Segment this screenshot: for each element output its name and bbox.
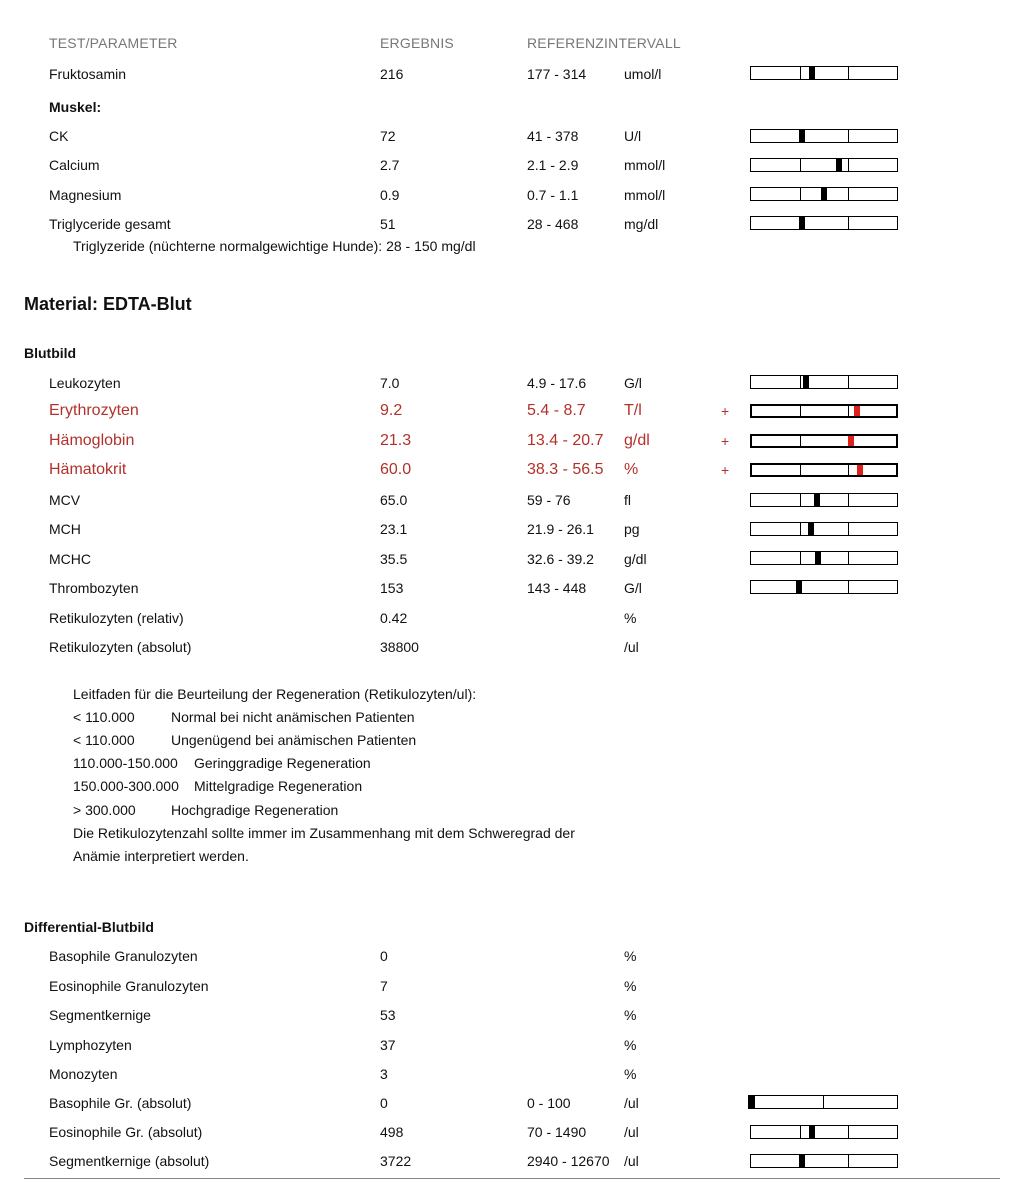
range-bar — [750, 1125, 898, 1139]
range-bar-divider — [848, 67, 849, 79]
range-bar — [750, 129, 898, 143]
parameter-name: Triglyceride gesamt — [49, 216, 171, 232]
range-bar-divider — [800, 523, 801, 535]
range-bar — [750, 522, 898, 536]
result-row-flagged — [0, 429, 1024, 453]
regeneration-threshold: > 300.000 — [73, 802, 136, 818]
range-bar-marker — [814, 494, 820, 506]
range-bar-marker — [809, 1126, 815, 1138]
range-bar — [750, 434, 898, 448]
result-value: 498 — [380, 1124, 404, 1140]
unit: umol/l — [624, 66, 662, 82]
parameter-name: Thrombozyten — [49, 580, 139, 596]
result-row — [0, 974, 1024, 998]
result-row — [0, 183, 1024, 207]
unit: % — [624, 610, 637, 626]
reference-range: 70 - 1490 — [527, 1124, 587, 1140]
reference-range: 2.1 - 2.9 — [527, 157, 579, 173]
range-bar-marker — [808, 523, 814, 535]
unit: mmol/l — [624, 157, 666, 173]
regeneration-closing: Anämie interpretiert werden. — [73, 848, 249, 864]
result-row — [0, 547, 1024, 571]
range-bar-marker — [821, 188, 827, 200]
range-bar-divider — [800, 436, 801, 446]
range-bar — [750, 187, 898, 201]
parameter-name: Retikulozyten (absolut) — [49, 639, 192, 655]
range-bar-marker — [815, 552, 821, 564]
regeneration-threshold: < 110.000 — [73, 709, 135, 725]
range-bar-divider — [800, 494, 801, 506]
column-header-result: ERGEBNIS — [380, 35, 454, 51]
high-flag: + — [721, 433, 730, 449]
parameter-name: Magnesium — [49, 187, 122, 203]
range-bar — [750, 580, 898, 594]
range-bar-divider — [800, 376, 801, 388]
column-header-test: TEST/PARAMETER — [49, 35, 178, 51]
reference-range: 5.4 - 8.7 — [527, 402, 586, 419]
parameter-name: Calcium — [49, 157, 100, 173]
range-bar-marker — [809, 67, 815, 79]
column-header-reference: REFERENZINTERVALL — [527, 35, 681, 51]
reference-range: 41 - 378 — [527, 128, 579, 144]
result-value: 0.42 — [380, 610, 408, 626]
reference-range: 21.9 - 26.1 — [527, 521, 594, 537]
result-value: 7 — [380, 978, 388, 994]
range-bar-divider — [800, 67, 801, 79]
parameter-name: Lymphozyten — [49, 1037, 132, 1053]
parameter-name: Eosinophile Gr. (absolut) — [49, 1124, 203, 1140]
result-row — [0, 212, 1024, 236]
result-row — [0, 944, 1024, 968]
range-bar-divider — [800, 406, 801, 416]
regeneration-text: Hochgradige Regeneration — [171, 802, 339, 818]
range-bar-divider — [800, 552, 801, 564]
range-bar-divider — [848, 159, 849, 171]
range-bar — [750, 551, 898, 565]
unit: /ul — [624, 1153, 639, 1169]
unit: % — [624, 1066, 637, 1082]
result-row — [0, 488, 1024, 512]
unit: % — [624, 978, 637, 994]
blutbild-title: Blutbild — [24, 345, 77, 361]
reference-range: 4.9 - 17.6 — [527, 375, 587, 391]
result-row — [0, 1091, 1024, 1115]
range-bar — [750, 493, 898, 507]
result-row — [0, 1062, 1024, 1086]
unit: % — [624, 948, 637, 964]
range-bar — [750, 66, 898, 80]
result-value: 216 — [380, 66, 404, 82]
result-value: 3 — [380, 1066, 388, 1082]
reference-range: 177 - 314 — [527, 66, 587, 82]
regeneration-intro: Leitfaden für die Beurteilung der Regeneration (Retikulozyten/ul): — [73, 686, 477, 702]
result-row-flagged — [0, 399, 1024, 423]
range-bar — [750, 158, 898, 172]
parameter-name: Eosinophile Granulozyten — [49, 978, 209, 994]
parameter-name: MCH — [49, 521, 81, 537]
range-bar-divider — [848, 1126, 849, 1138]
range-bar-divider — [800, 465, 801, 475]
range-bar-marker — [799, 130, 805, 142]
parameter-name: Leukozyten — [49, 375, 121, 391]
reference-range: 0 - 100 — [527, 1095, 571, 1111]
range-bar-divider — [848, 188, 849, 200]
regeneration-text: Geringgradige Regeneration — [194, 755, 371, 771]
reference-range: 0.7 - 1.1 — [527, 187, 579, 203]
range-bar-divider — [848, 523, 849, 535]
range-bar-marker — [857, 465, 863, 475]
regeneration-closing: Die Retikulozytenzahl sollte immer im Zusammenhang mit dem Schweregrad der — [73, 825, 575, 841]
result-row — [0, 606, 1024, 630]
result-value: 37 — [380, 1037, 396, 1053]
result-row-flagged — [0, 458, 1024, 482]
parameter-name: Fruktosamin — [49, 66, 127, 82]
reference-range: 13.4 - 20.7 — [527, 432, 604, 449]
result-value: 65.0 — [380, 492, 408, 508]
range-bar — [750, 216, 898, 230]
parameter-name: Segmentkernige — [49, 1007, 151, 1023]
reference-range: 32.6 - 39.2 — [527, 551, 594, 567]
reference-range: 143 - 448 — [527, 580, 587, 596]
result-value: 60.0 — [380, 461, 412, 478]
result-value: 3722 — [380, 1153, 412, 1169]
range-bar-divider — [823, 1096, 824, 1108]
reference-range: 38.3 - 56.5 — [527, 461, 604, 478]
unit: /ul — [624, 1124, 639, 1140]
group-label-muskel: Muskel: — [49, 99, 102, 115]
range-bar — [750, 463, 898, 477]
result-value: 9.2 — [380, 402, 403, 419]
result-row — [0, 1003, 1024, 1027]
range-bar-marker — [848, 436, 854, 446]
range-bar-divider — [848, 406, 849, 416]
parameter-name: MCHC — [49, 551, 91, 567]
range-bar-divider — [800, 188, 801, 200]
range-bar-divider — [848, 217, 849, 229]
regeneration-text: Mittelgradige Regeneration — [194, 778, 363, 794]
footer-rule — [24, 1178, 1000, 1179]
regeneration-threshold: 110.000-150.000 — [73, 755, 178, 771]
unit: /ul — [624, 1095, 639, 1111]
range-bar — [750, 1154, 898, 1168]
result-value: 35.5 — [380, 551, 408, 567]
result-value: 7.0 — [380, 375, 400, 391]
unit: /ul — [624, 639, 639, 655]
reference-range: 2940 - 12670 — [527, 1153, 610, 1169]
unit: % — [624, 1007, 637, 1023]
range-bar-divider — [848, 465, 849, 475]
unit: % — [624, 461, 639, 478]
range-bar-divider — [848, 1155, 849, 1167]
range-bar-marker — [799, 1155, 805, 1167]
unit: mmol/l — [624, 187, 666, 203]
range-bar-marker — [836, 159, 842, 171]
range-bar-divider — [848, 130, 849, 142]
result-value: 2.7 — [380, 157, 400, 173]
high-flag: + — [721, 462, 730, 478]
range-bar-marker — [799, 217, 805, 229]
result-row — [0, 576, 1024, 600]
parameter-name: Segmentkernige (absolut) — [49, 1153, 210, 1169]
unit: % — [624, 1037, 637, 1053]
result-value: 0 — [380, 1095, 388, 1111]
result-value: 0 — [380, 948, 388, 964]
result-row — [0, 153, 1024, 177]
material-title: Material: EDTA-Blut — [24, 294, 192, 314]
result-row — [0, 1033, 1024, 1057]
result-value: 51 — [380, 216, 396, 232]
parameter-name: Erythrozyten — [49, 402, 139, 419]
range-bar-divider — [848, 494, 849, 506]
range-bar — [750, 375, 898, 389]
unit: g/dl — [624, 432, 650, 449]
parameter-name: Retikulozyten (relativ) — [49, 610, 184, 626]
range-bar-marker — [854, 406, 860, 416]
result-value: 53 — [380, 1007, 396, 1023]
unit: T/l — [624, 402, 642, 419]
parameter-name: Basophile Gr. (absolut) — [49, 1095, 192, 1111]
result-row — [0, 124, 1024, 148]
result-row — [0, 62, 1024, 86]
result-row — [0, 1120, 1024, 1144]
result-row — [0, 517, 1024, 541]
range-bar-divider — [848, 552, 849, 564]
range-bar-marker — [749, 1096, 755, 1108]
parameter-name: MCV — [49, 492, 81, 508]
result-value: 153 — [380, 580, 404, 596]
high-flag: + — [721, 403, 730, 419]
triglyceride-note: Triglyzeride (nüchterne normalgewichtige Hunde): 28 - 150 mg/dl — [73, 238, 476, 254]
range-bar-marker — [796, 581, 802, 593]
range-bar-marker — [803, 376, 809, 388]
regeneration-threshold: 150.000-300.000 — [73, 778, 179, 794]
unit: g/dl — [624, 551, 647, 567]
regeneration-text: Ungenügend bei anämischen Patienten — [171, 732, 417, 748]
parameter-name: Hämatokrit — [49, 461, 127, 478]
differential-title: Differential-Blutbild — [24, 919, 154, 935]
parameter-name: Basophile Granulozyten — [49, 948, 198, 964]
unit: mg/dl — [624, 216, 659, 232]
result-value: 23.1 — [380, 521, 408, 537]
parameter-name: Monozyten — [49, 1066, 118, 1082]
unit: G/l — [624, 580, 642, 596]
result-row — [0, 371, 1024, 395]
result-value: 21.3 — [380, 432, 412, 449]
range-bar-divider — [848, 376, 849, 388]
parameter-name: Hämoglobin — [49, 432, 135, 449]
unit: U/l — [624, 128, 642, 144]
unit: G/l — [624, 375, 642, 391]
parameter-name: CK — [49, 128, 69, 144]
result-value: 72 — [380, 128, 396, 144]
range-bar-divider — [800, 159, 801, 171]
reference-range: 28 - 468 — [527, 216, 579, 232]
result-value: 38800 — [380, 639, 419, 655]
regeneration-text: Normal bei nicht anämischen Patienten — [171, 709, 415, 725]
reference-range: 59 - 76 — [527, 492, 571, 508]
result-row — [0, 1149, 1024, 1173]
range-bar — [750, 404, 898, 418]
range-bar — [748, 1095, 898, 1109]
range-bar-divider — [848, 581, 849, 593]
result-row — [0, 635, 1024, 659]
unit: fl — [624, 492, 631, 508]
range-bar-divider — [800, 1126, 801, 1138]
regeneration-threshold: < 110.000 — [73, 732, 135, 748]
unit: pg — [624, 521, 640, 537]
result-value: 0.9 — [380, 187, 400, 203]
